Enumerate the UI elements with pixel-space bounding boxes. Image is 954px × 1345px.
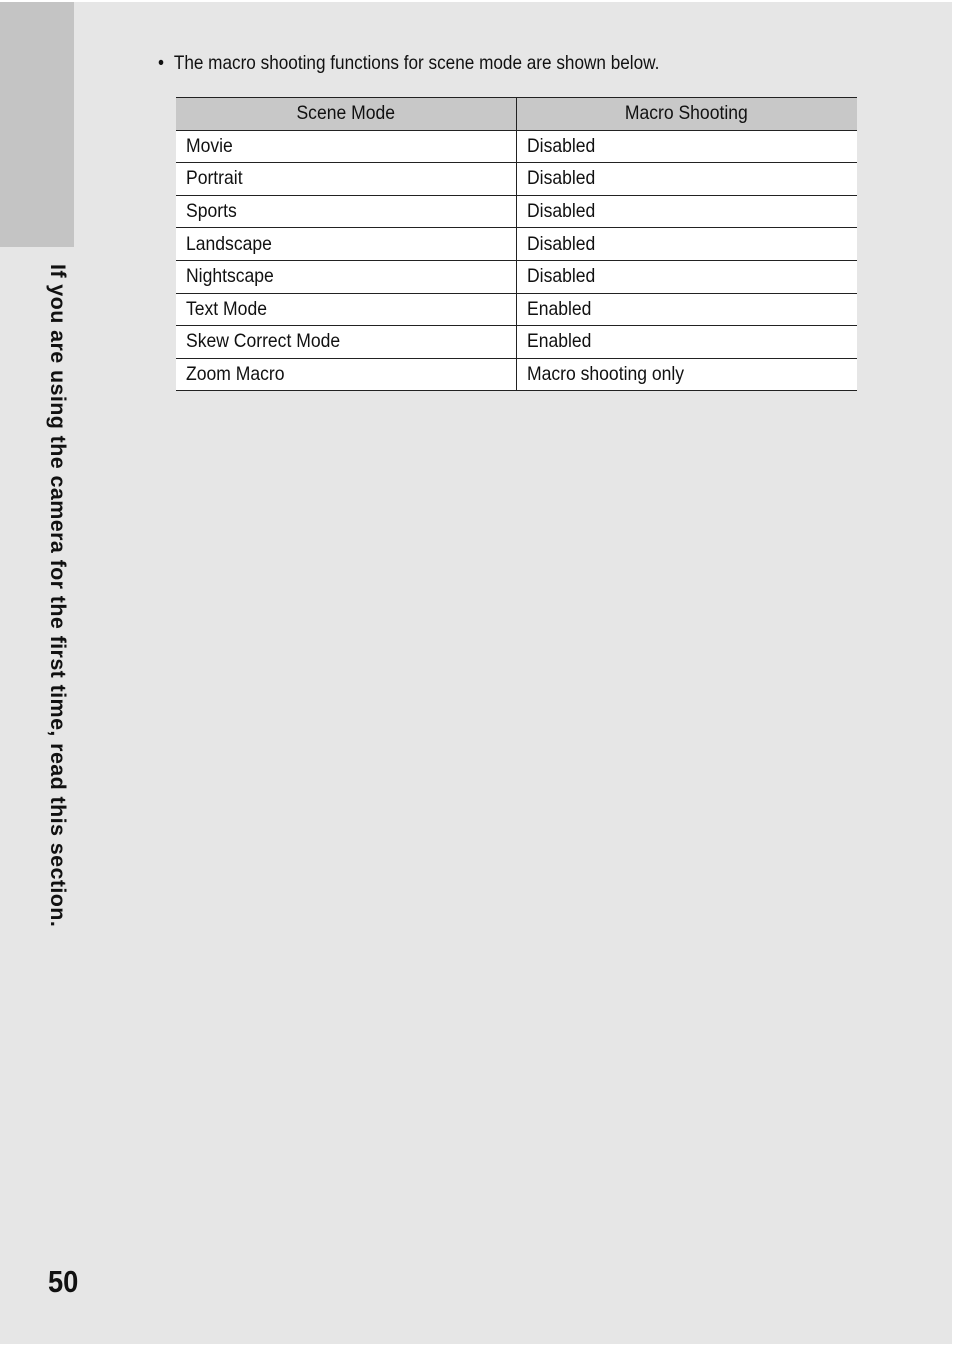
scene-mode-macro-table — [176, 97, 857, 391]
table-row — [176, 163, 857, 196]
scene-mode-cell: Nightscape — [176, 260, 516, 293]
table-row — [176, 228, 857, 261]
table-row — [176, 358, 857, 391]
column-header-scene-mode: Scene Mode — [176, 98, 516, 131]
chapter-side-title: If you are using the camera for the first time, read this section. — [46, 264, 70, 928]
macro-shooting-cell: Disabled — [516, 228, 857, 261]
column-header-macro-shooting: Macro Shooting — [516, 98, 857, 131]
scene-mode-cell: Zoom Macro — [176, 358, 516, 391]
scene-mode-cell: Movie — [176, 130, 516, 163]
macro-shooting-cell: Disabled — [516, 195, 857, 228]
scene-mode-cell: Text Mode — [176, 293, 516, 326]
table-row — [176, 130, 857, 163]
macro-shooting-cell: Macro shooting only — [516, 358, 857, 391]
macro-shooting-cell: Enabled — [516, 293, 857, 326]
intro-text: The macro shooting functions for scene mode are shown below. — [173, 52, 660, 74]
macro-shooting-cell: Enabled — [516, 326, 857, 359]
macro-shooting-cell: Disabled — [516, 163, 857, 196]
table-header-row — [176, 98, 857, 131]
scene-mode-cell: Skew Correct Mode — [176, 326, 516, 359]
table-row — [176, 260, 857, 293]
macro-shooting-cell: Disabled — [516, 260, 857, 293]
table-row — [176, 195, 857, 228]
intro-paragraph — [158, 52, 659, 75]
chapter-side-tab — [0, 2, 74, 247]
scene-mode-cell: Sports — [176, 195, 516, 228]
scene-mode-cell: Landscape — [176, 228, 516, 261]
scene-mode-cell: Portrait — [176, 163, 516, 196]
page-number: 50 — [48, 1264, 79, 1299]
table-row — [176, 326, 857, 359]
macro-shooting-cell: Disabled — [516, 130, 857, 163]
table-row — [176, 293, 857, 326]
manual-page — [0, 2, 952, 1344]
bullet-icon: • — [158, 52, 165, 74]
